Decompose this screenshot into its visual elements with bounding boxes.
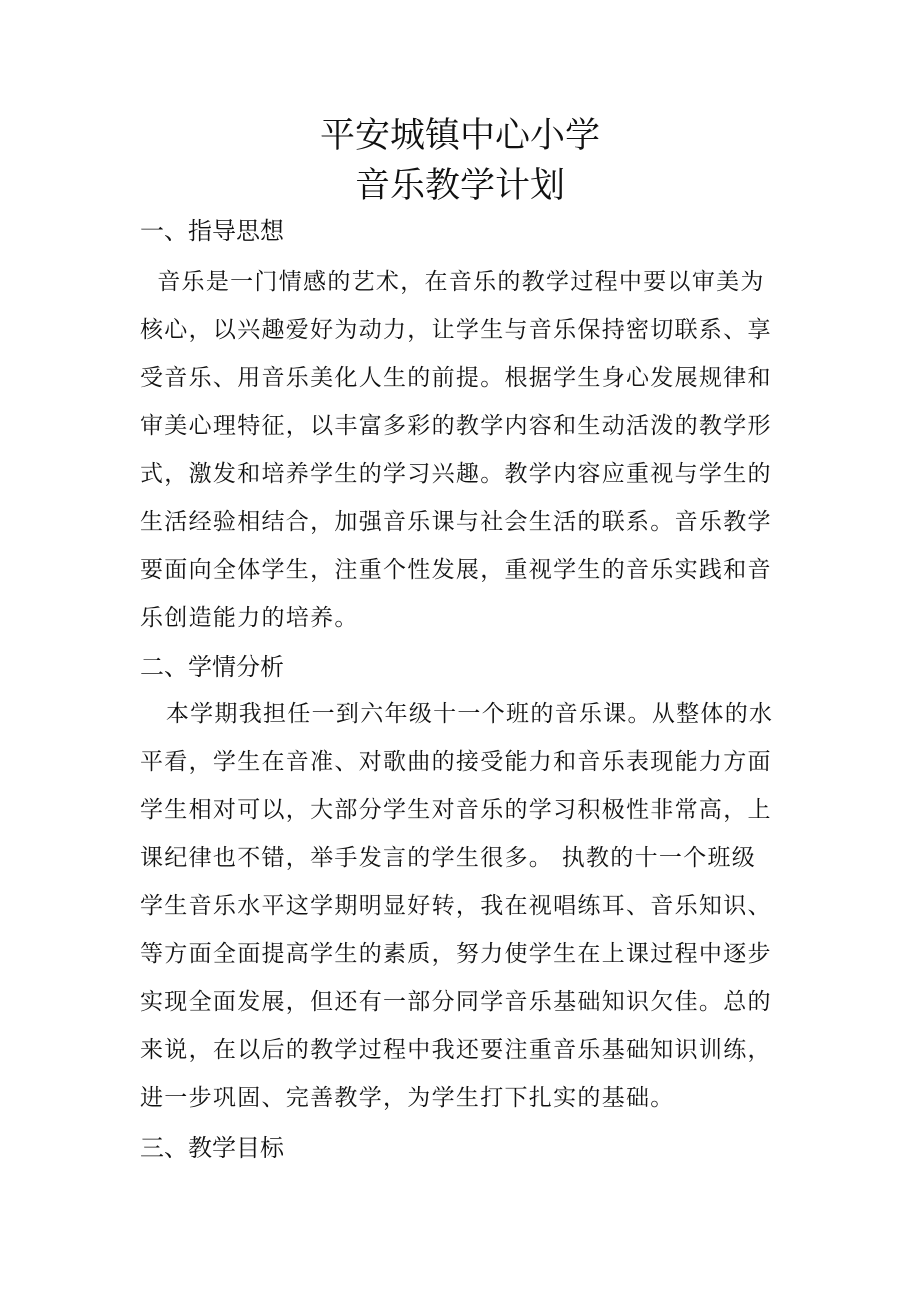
section-heading-student-analysis: 二、学情分析 — [140, 653, 284, 681]
paragraph-line: 生活经验相结合，加强音乐课与社会生活的联系。音乐教学 — [140, 509, 772, 535]
paragraph-line: 式，激发和培养学生的学习兴趣。教学内容应重视与学生的 — [140, 461, 772, 487]
plan-title: 音乐教学计划 — [354, 166, 565, 206]
paragraph-line: 学生音乐水平这学期明显好转，我在视唱练耳、音乐知识、 — [140, 893, 772, 919]
paragraph-line: 来说，在以后的教学过程中我还要注重音乐基础知识训练， — [140, 1037, 772, 1063]
paragraph-guiding-thought — [140, 258, 800, 642]
paragraph-line: 要面向全体学生，注重个性发展，重视学生的音乐实践和音 — [140, 557, 772, 583]
school-name-title: 平安城镇中心小学 — [319, 116, 600, 156]
paragraph-line: 等方面全面提高学生的素质，努力使学生在上课过程中逐步 — [140, 941, 772, 967]
paragraph-line: 平看，学生在音准、对歌曲的接受能力和音乐表现能力方面 — [140, 749, 772, 775]
paragraph-line: 音乐是一门情感的艺术，在音乐的教学过程中要以审美为 — [140, 269, 765, 295]
paragraph-line: 乐创造能力的培养。 — [140, 605, 359, 631]
paragraph-student-analysis — [140, 690, 800, 1122]
paragraph-line: 实现全面发展，但还有一部分同学音乐基础知识欠佳。总的 — [140, 989, 772, 1015]
paragraph-line: 本学期我担任一到六年级十一个班的音乐课。从整体的水 — [140, 701, 774, 727]
paragraph-line: 受音乐、用音乐美化人生的前提。根据学生身心发展规律和 — [140, 365, 772, 391]
paragraph-line: 进一步巩固、完善教学，为学生打下扎实的基础。 — [140, 1085, 675, 1111]
paragraph-line: 学生相对可以，大部分学生对音乐的学习积极性非常高，上 — [140, 797, 772, 823]
section-heading-guiding-thought: 一、指导思想 — [140, 217, 284, 245]
paragraph-line: 课纪律也不错，举手发言的学生很多。 执教的十一个班级 — [140, 845, 757, 871]
paragraph-line: 审美心理特征，以丰富多彩的教学内容和生动活泼的教学形 — [140, 413, 772, 439]
section-heading-teaching-goals: 三、教学目标 — [140, 1134, 284, 1162]
paragraph-line: 核心，以兴趣爱好为动力，让学生与音乐保持密切联系、享 — [140, 317, 772, 343]
